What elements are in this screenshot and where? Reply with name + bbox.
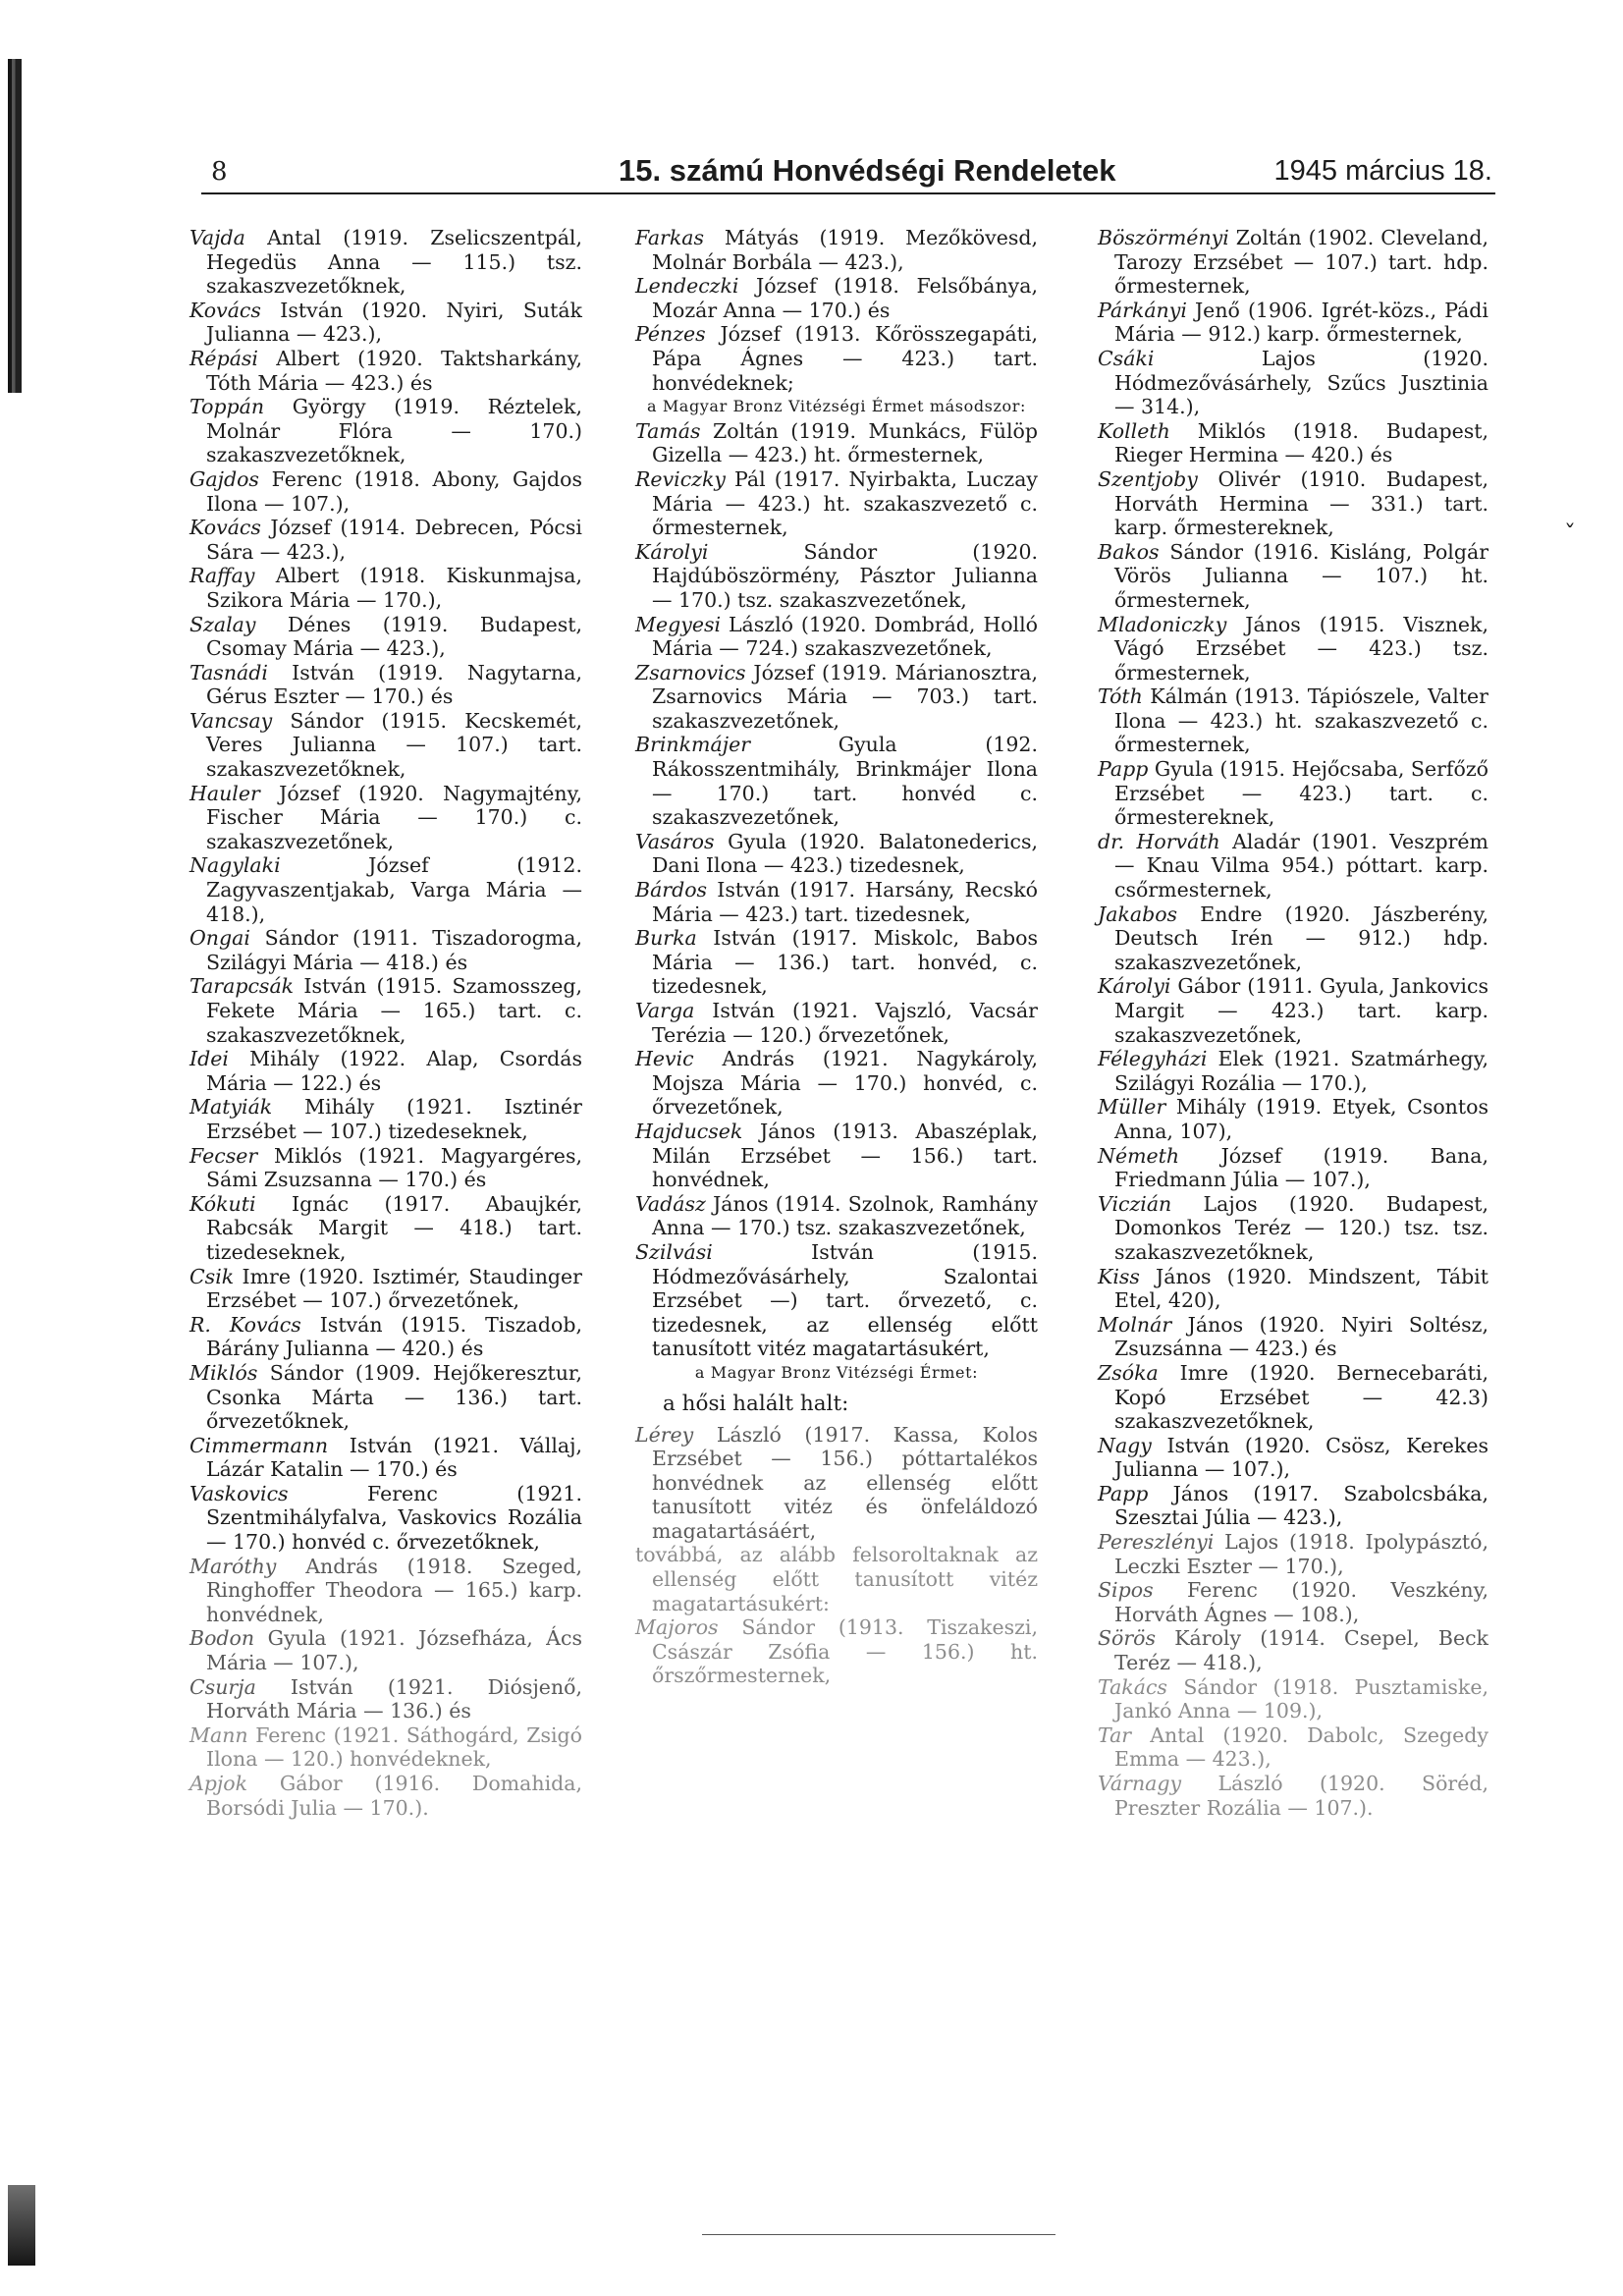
entry-details: Sándor (1913. Tiszakeszi, Császár Zsófia — 156.) ht. őrszőrmesternek,	[652, 1615, 1038, 1688]
surname: Bodon	[189, 1626, 255, 1651]
surname: Nagylaki	[189, 853, 281, 878]
surname: Zsarnovics	[635, 660, 746, 684]
roster-entry	[1098, 1626, 1488, 1674]
surname: Hauler	[189, 781, 260, 805]
surname: Vadász	[635, 1191, 706, 1216]
entry-details: Sándor (1920. Hajdúböszörmény, Pásztor Julianna — 170.) tsz. szakaszvezetőnek,	[652, 539, 1038, 612]
roster-entry	[635, 274, 1038, 322]
entry-details: János (1915. Visznek, Vágó Erzsébet — 423.) tsz. őrmesternek,	[1114, 612, 1488, 684]
roster-entry	[189, 1313, 582, 1361]
roster-entry	[635, 661, 1038, 734]
surname: Pénzes	[635, 322, 706, 347]
surname: Farkas	[635, 226, 705, 249]
entry-details: Károly (1914. Csepel, Beck Teréz — 418.),	[1114, 1626, 1488, 1675]
roster-entry	[1098, 684, 1488, 757]
roster-entry	[635, 613, 1038, 661]
entry-details: Miklós (1918. Budapest, Rieger Hermina — 420.) és	[1114, 418, 1488, 467]
roster-entry	[189, 1772, 582, 1820]
surname: Matyiák	[189, 1095, 273, 1120]
entry-details: Aladár (1901. Veszprém — Knau Vilma 954.) póttart. karp. csőrmesternek,	[1114, 829, 1488, 902]
roster-entry	[189, 1555, 582, 1627]
roster-entry	[189, 1361, 582, 1434]
entry-details: György (1919. Réztelek, Molnár Flóra — 170.) szakaszvezetőknek,	[206, 395, 582, 467]
surname: Bárdos	[635, 878, 708, 902]
surname: Tasnádi	[189, 660, 268, 684]
entry-details: András (1918. Szeged, Ringhoffer Theodora — 165.) karp. honvédnek,	[206, 1554, 582, 1626]
roster-entry	[189, 226, 582, 299]
entry-details: József (1920. Nagymajtény, Fischer Mária — 170.) c. szakaszvezetőnek,	[206, 781, 582, 853]
entry-details: János (1917. Szabolcsbáka, Szesztai Júlia — 423.),	[1114, 1481, 1488, 1530]
roster-entry	[1098, 1265, 1488, 1313]
entry-details: Ferenc (1921. Sáthogárd, Zsigó Ilona — 120.) honvédeknek,	[206, 1722, 582, 1772]
roster-entry	[635, 999, 1038, 1047]
roster-entry	[189, 782, 582, 854]
roster-entry	[189, 926, 582, 974]
entry-details: Sándor (1909. Hejőkeresztur, Csonka Márta — 136.) tart. őrvezetőknek,	[206, 1360, 582, 1434]
publication-title: 15. számú Honvédségi Rendeletek	[619, 153, 1116, 188]
entry-details: Jenő (1906. Igrét-közs., Pádi Mária — 912.) karp. őrmesternek,	[1114, 298, 1488, 347]
surname: Tarapcsák	[189, 974, 295, 999]
entry-details: Pál (1917. Nyirbakta, Luczay Mária — 423.) ht. szakaszvezető c. őrmesternek,	[652, 466, 1038, 540]
entry-details: Antal (1919. Zselicszentpál, Hegedüs Anna — 115.) tsz. szakaszvezetőknek,	[206, 226, 582, 299]
roster-entry	[635, 226, 1038, 274]
surname: Burka	[635, 926, 697, 951]
roster-entry	[1098, 902, 1488, 975]
surname: Idei	[189, 1047, 229, 1071]
entry-details: István (1915. Szamosszeg, Fekete Mária — 165.) tart. c. szakaszvezetőknek,	[206, 974, 582, 1047]
entry-details: Gyula (1920. Balatonederics, Dani Ilona — 423.) tizedesnek,	[652, 829, 1038, 878]
entry-details: Olivér (1910. Budapest, Horváth Hermina — 331.) tart. karp. őrmestereknek,	[1114, 466, 1488, 540]
surname: Reviczky	[635, 466, 726, 491]
entry-details: László (1917. Kassa, Kolos Erzsébet — 156.) póttartalékos honvédnek az ellenség előtt tanusított vitéz és önfeláldozó magatartásáért,	[652, 1422, 1038, 1543]
entry-details: Dénes (1919. Budapest, Csomay Mária — 423.),	[206, 612, 582, 661]
roster-entry	[189, 516, 582, 564]
entry-details: József (1919. Márianosztra, Zsarnovics Mária — 703.) tart. szakaszvezetőnek,	[652, 660, 1038, 733]
roster-entry	[189, 853, 582, 926]
surname: Sörös	[1098, 1626, 1157, 1651]
entry-details: Mihály (1921. Isztinér Erzsébet — 107.) tizedeseknek,	[206, 1095, 582, 1143]
surname: Félegyházi	[1098, 1047, 1208, 1071]
entry-details: János (1920. Mindszent, Tábit Etel, 420),	[1114, 1264, 1488, 1313]
entry-details: Albert (1920. Taktsharkány, Tóth Mária — 423.) és	[206, 346, 582, 395]
surname: Mann	[189, 1722, 248, 1747]
surname: Csik	[189, 1264, 235, 1288]
surname: Vajda	[189, 226, 245, 249]
surname: Brinkmájer	[635, 733, 750, 757]
surname: Csurja	[189, 1674, 256, 1699]
roster-entry	[1098, 419, 1488, 467]
entry-details: László (1920. Söréd, Preszter Rozália — 107.).	[1114, 1772, 1488, 1820]
text-column-1	[189, 226, 582, 1820]
surname: Károlyi	[635, 539, 709, 564]
entry-details: József (1913. Kőrösszegapáti, Pápa Ágnes — 423.) tart. honvédeknek;	[652, 322, 1038, 395]
roster-entry	[189, 974, 582, 1047]
roster-entry	[189, 709, 582, 782]
entry-details: János (1914. Szolnok, Ramhány Anna — 170.) tsz. szakaszvezetőnek,	[652, 1191, 1038, 1240]
roster-entry	[635, 419, 1038, 467]
roster-entry	[1098, 1095, 1488, 1143]
roster-entry	[1098, 1675, 1488, 1723]
entry-details: Gyula (192. Rákosszentmihály, Brinkmájer Ilona — 170.) tart. honvéd c. szakaszvezetőnek,	[652, 733, 1038, 830]
roster-entry	[1098, 613, 1488, 685]
surname: Mladoniczky	[1098, 612, 1227, 636]
roster-entry	[1098, 1530, 1488, 1578]
roster-entry	[189, 661, 582, 709]
text-column-3	[1098, 226, 1488, 1820]
entry-details: Gyula (1915. Hejőcsaba, Serfőző Erzsébet — 423.) tart. c. őrmestereknek,	[1114, 757, 1488, 830]
roster-entry	[635, 322, 1038, 395]
footer-rule	[702, 2234, 1055, 2235]
entry-details: Lajos (1920. Hódmezővásárhely, Szűcs Jusztinia — 314.),	[1114, 346, 1488, 419]
entry-details: Lajos (1920. Budapest, Domonkos Teréz — 120.) tsz. tsz. szakaszvezetőknek,	[1114, 1191, 1488, 1264]
roster-entry	[189, 564, 582, 612]
surname: Tamás	[635, 418, 701, 443]
roster-entry	[635, 830, 1038, 878]
entry-details: Sándor (1911. Tiszadorogma, Szilágyi Mária — 418.) és	[206, 926, 582, 974]
scan-binding-edge	[8, 59, 22, 393]
roster-entry	[635, 1192, 1038, 1240]
roster-entry	[189, 613, 582, 661]
surname: Vasáros	[635, 829, 715, 853]
surname: Tóth	[1098, 684, 1143, 709]
entry-details: Albert (1918. Kiskunmajsa, Szikora Mária — 170.),	[206, 564, 582, 612]
page-header	[201, 147, 1492, 196]
roster-entry	[635, 733, 1038, 829]
header-rule	[201, 192, 1495, 194]
roster-entry	[189, 1723, 582, 1772]
surname: Kolleth	[1098, 418, 1170, 443]
entry-details: Miklós (1921. Magyargéres, Sámi Zsuzsanna — 170.) és	[206, 1143, 582, 1192]
roster-entry	[1098, 830, 1488, 902]
roster-entry	[1098, 347, 1488, 419]
roster-entry	[189, 1265, 582, 1313]
surname: Müller	[1098, 1095, 1166, 1120]
surname: Csáki	[1098, 346, 1155, 370]
surname: Raffay	[189, 564, 255, 588]
section-heading: a Magyar Bronz Vitézségi Érmet:	[694, 1362, 979, 1382]
entry-details: Ferenc (1918. Abony, Gajdos Ilona — 107.),	[206, 466, 582, 516]
issue-date: 1945 március 18.	[1273, 155, 1492, 187]
roster-entry	[1098, 299, 1488, 347]
surname: Böszörményi	[1098, 226, 1229, 249]
entry-details: István (1917. Harsány, Recskó Mária — 423.) tart. tizedesnek,	[652, 878, 1038, 926]
entry-details: Gábor (1911. Gyula, Jankovics Margit — 423.) tart. karp. szakaszvezetőnek,	[1114, 974, 1488, 1047]
surname: dr. Horváth	[1098, 829, 1220, 853]
roster-entry	[1098, 540, 1488, 613]
roster-entry	[189, 1675, 582, 1723]
roster-entry	[189, 1047, 582, 1095]
roster-entry	[635, 878, 1038, 926]
entry-details: Endre (1920. Jászberény, Deutsch Irén — 912.) hdp. szakaszvezetőnek,	[1114, 902, 1488, 974]
surname: Lérey	[635, 1422, 694, 1447]
roster-entry	[1098, 1192, 1488, 1265]
roster-entry	[1098, 1772, 1488, 1820]
roster-entry	[635, 1543, 1038, 1615]
entry-details: István (1917. Miskolc, Babos Mária — 136.) tart. honvéd, c. tizedesnek,	[652, 926, 1038, 999]
roster-entry	[635, 467, 1038, 540]
roster-entry	[1098, 1047, 1488, 1095]
surname: Kovács	[189, 298, 261, 322]
surname: Zsóka	[1098, 1360, 1159, 1385]
surname: Károlyi	[1098, 974, 1171, 999]
surname: Répási	[189, 346, 258, 370]
roster-entry	[1098, 1578, 1488, 1626]
roster-entry	[1098, 1723, 1488, 1772]
entry-details: Sándor (1918. Pusztamiske, Jankó Anna — 109.),	[1114, 1674, 1488, 1723]
roster-entry	[1098, 467, 1488, 540]
roster-entry	[189, 1144, 582, 1192]
entry-details: István (1919. Nagytarna, Gérus Eszter — 170.) és	[206, 660, 582, 709]
roster-entry	[189, 347, 582, 395]
page-number: 8	[211, 157, 228, 187]
surname: Tar	[1098, 1722, 1132, 1747]
surname: Ongai	[189, 926, 250, 951]
entry-details: Imre (1920. Isztimér, Staudinger Erzsébet — 107.) őrvezetőnek,	[206, 1264, 582, 1313]
surname: Bakos	[1098, 539, 1160, 564]
surname: Miklós	[189, 1360, 258, 1385]
roster-entry	[1098, 1144, 1488, 1192]
roster-entry	[189, 299, 582, 347]
entry-details: János (1920. Nyiri Soltész, Zsuzsánna — 423.) és	[1114, 1312, 1488, 1361]
surname: Várnagy	[1098, 1772, 1182, 1795]
roster-entry	[1098, 1482, 1488, 1530]
surname: Lendeczki	[635, 274, 739, 299]
entry-details: Sándor (1916. Kisláng, Polgár Vörös Julianna — 107.) ht. őrmesternek,	[1114, 539, 1488, 612]
roster-entry	[635, 1423, 1038, 1544]
entry-details: Lajos (1918. Ipolypásztó, Leczki Eszter — 170.),	[1114, 1530, 1488, 1578]
surname: R. Kovács	[189, 1312, 301, 1337]
roster-entry	[635, 1047, 1038, 1120]
surname: Hajducsek	[635, 1119, 743, 1143]
entry-details: Antal (1920. Dabolc, Szegedy Emma — 423.),	[1114, 1722, 1488, 1772]
roster-entry	[1098, 974, 1488, 1047]
entry-details: Gyula (1921. Józsefháza, Ács Mária — 107.),	[206, 1626, 582, 1675]
roster-entry	[1098, 757, 1488, 830]
surname: Viczián	[1098, 1191, 1172, 1216]
surname: Szilvási	[635, 1239, 713, 1264]
surname: Vancsay	[189, 708, 273, 733]
entry-details: János (1913. Abaszéplak, Milán Erzsébet — 156.) tart. honvédnek,	[652, 1119, 1038, 1192]
surname: Vaskovics	[189, 1481, 289, 1505]
roster-entry	[189, 395, 582, 467]
entry-details: István (1921. Vajszló, Vacsár Terézia — 120.) őrvezetőnek,	[652, 999, 1038, 1047]
surname: Kókuti	[189, 1191, 256, 1216]
surname: Németh	[1098, 1143, 1180, 1168]
roster-entry	[635, 1615, 1038, 1688]
entry-details: István (1920. Csösz, Kerekes Julianna — 107.),	[1114, 1433, 1488, 1482]
surname: Papp	[1098, 757, 1149, 782]
surname: Maróthy	[189, 1554, 277, 1578]
entry-details: Zoltán (1919. Munkács, Fülöp Gizella — 423.) ht. őrmesternek,	[652, 418, 1038, 467]
entry-details: Zoltán (1902. Cleveland, Tarozy Erzsébet — 107.) tart. hdp. őrmesternek,	[1114, 226, 1488, 299]
entry-details: József (1919. Bana, Friedmann Júlia — 107.),	[1114, 1143, 1488, 1192]
scan-corner-mark	[8, 2185, 35, 2266]
entry-details: István (1921. Diósjenő, Horváth Mária — 136.) és	[206, 1674, 582, 1723]
roster-entry	[189, 1434, 582, 1482]
surname: Kovács	[189, 516, 261, 540]
text-column-2	[635, 226, 1038, 1688]
roster-entry	[635, 926, 1038, 999]
roster-entry	[189, 1626, 582, 1674]
roster-entry	[635, 1120, 1038, 1192]
entry-details: továbbá, az alább felsoroltaknak az ellenség előtt tanusított vitéz magatartásukért:	[635, 1543, 1038, 1615]
entry-details: Kálmán (1913. Tápiószele, Valter Ilona — 423.) ht. szakaszvezető c. őrmesternek,	[1114, 684, 1488, 757]
entry-details: Mihály (1922. Alap, Csordás Mária — 122.) és	[206, 1047, 582, 1095]
surname: Szentjoby	[1098, 466, 1198, 491]
surname: Gajdos	[189, 466, 259, 491]
entry-details: Sándor (1915. Kecskemét, Veres Julianna — 107.) tart. szakaszvezetőknek,	[206, 708, 582, 782]
surname: Pereszlényi	[1098, 1530, 1215, 1555]
roster-entry	[635, 540, 1038, 613]
entry-details: József (1912. Zagyvaszentjakab, Varga Mária — 418.),	[206, 853, 582, 926]
roster-entry	[189, 1192, 582, 1265]
entry-details: Mátyás (1919. Mezőkövesd, Molnár Borbála — 423.),	[652, 226, 1038, 274]
entry-details: László (1920. Dombrád, Holló Mária — 724.) szakaszvezetőnek,	[652, 612, 1038, 661]
surname: Papp	[1098, 1481, 1149, 1505]
surname: Apjok	[189, 1772, 248, 1795]
surname: Cimmermann	[189, 1433, 329, 1457]
entry-details: András (1921. Nagykároly, Mojsza Mária — 170.) honvéd, c. őrvezetőnek,	[652, 1047, 1038, 1120]
entry-details: József (1914. Debrecen, Pócsi Sára — 423.),	[206, 516, 582, 564]
roster-entry	[1098, 1313, 1488, 1361]
roster-entry	[1098, 1361, 1488, 1434]
entry-details: István (1920. Nyiri, Suták Julianna — 423.),	[206, 298, 582, 347]
surname: Nagy	[1098, 1433, 1152, 1457]
surname: Toppán	[189, 395, 265, 419]
surname: Molnár	[1098, 1312, 1172, 1337]
section-heading: a Magyar Bronz Vitézségi Érmet másodszor:	[647, 397, 1026, 416]
surname: Sipos	[1098, 1578, 1154, 1603]
entry-details: Ferenc (1920. Veszkény, Horváth Ágnes — 108.),	[1114, 1578, 1488, 1626]
surname: Varga	[635, 999, 695, 1022]
surname: Megyesi	[635, 612, 722, 636]
surname: Kiss	[1098, 1264, 1140, 1288]
surname: Szalay	[189, 612, 256, 636]
entry-details: Gábor (1916. Domahida, Borsódi Julia — 170.).	[206, 1772, 582, 1820]
surname: Fecser	[189, 1143, 258, 1168]
surname: Jakabos	[1098, 902, 1178, 926]
roster-entry	[189, 467, 582, 516]
roster-entry	[189, 1095, 582, 1143]
entry-details: Ignác (1917. Abaujkér, Rabcsák Margit — 418.) tart. tizedeseknek,	[206, 1191, 582, 1264]
entry-details: Elek (1921. Szatmárhegy, Szilágyi Rozália — 170.),	[1114, 1047, 1488, 1095]
entry-details: Imre (1920. Bernecebaráti, Kopó Erzsébet — 42.3) szakaszvezetőknek,	[1114, 1360, 1488, 1434]
roster-entry	[1098, 226, 1488, 299]
entry-details: István (1915. Hódmezővásárhely, Szalontai Erzsébet —) tart. őrvezető, c. tizedesnek, az ellenség előtt tanusított vitéz magatartásukért,	[652, 1239, 1038, 1361]
entry-details: Mihály (1919. Etyek, Csontos Anna, 107),	[1114, 1095, 1488, 1143]
entry-details: Ferenc (1921. Szentmihályfalva, Vaskovics Rozália — 170.) honvéd c. őrvezetőknek,	[206, 1481, 582, 1555]
roster-entry	[189, 1482, 582, 1555]
entry-details: József (1918. Felsőbánya, Mozár Anna — 170.) és	[652, 274, 1038, 322]
sub-heading: a hősi halált halt:	[663, 1391, 849, 1416]
roster-entry	[635, 1240, 1038, 1361]
surname: Párkányi	[1098, 298, 1187, 322]
handwritten-tick-mark: ˇ	[1564, 520, 1576, 548]
roster-entry	[1098, 1434, 1488, 1482]
entry-details: István (1921. Vállaj, Lázár Katalin — 170.) és	[206, 1433, 582, 1482]
surname: Hevic	[635, 1047, 694, 1071]
entry-details: István (1915. Tiszadob, Bárány Julianna — 420.) és	[206, 1312, 582, 1361]
surname: Takács	[1098, 1674, 1167, 1699]
surname: Majoros	[635, 1615, 719, 1640]
